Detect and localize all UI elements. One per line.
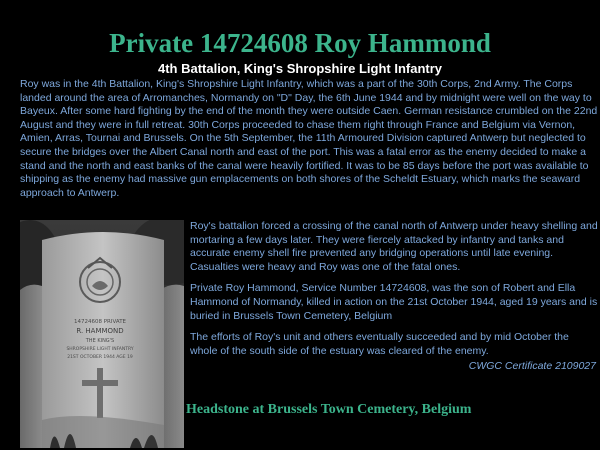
- service-details-paragraph: Private Roy Hammond, Service Number 14724608, was the son of Robert and Ella Hammond of Normandy, killed in action on the 21st October 1944, aged 19 years and is buried in Brussels Town Cemetery, Belgium: [190, 282, 598, 322]
- inscription-line-3: THE KING'S: [85, 338, 115, 344]
- right-text-column: [190, 220, 598, 374]
- estuary-cleared-paragraph: The efforts of Roy's unit and others eventually succeeded and by mid October the whole of the south side of the estuary was cleared of the enemy.: [190, 331, 569, 357]
- headstone-caption: Headstone at Brussels Town Cemetery, Belgium: [186, 402, 472, 417]
- cwgc-certificate: CWGC Certificate 2109027: [468, 360, 596, 373]
- battalion-crossing-paragraph: Roy's battalion forced a crossing of the canal north of Antwerp under heavy shelling and mortaring a few days later. They were fiercely attacked by infantry and tanks and accurate enemy shell fire prevented any bridging operations until late evening. Casualties were heavy and Roy was one of the fatal ones.: [190, 220, 598, 273]
- inscription-line-2: R. HAMMOND: [76, 327, 124, 335]
- intro-paragraph: Roy was in the 4th Battalion, King's Shropshire Light Infantry, which was a part of the 30th Corps, 2nd Army. The Corps landed around the area of Arromanches, Normandy on "D" Day, the 6th June 1944 and by midnight were well on the way to Bayeux. After some hard fighting by the end of the month they were outside Caen. German resistance crumbled on the 22nd August and they were in full retreat. 30th Corps proceeded to chase them right through France and Belgium via Vernon, Amien, Arras, Tournai and Brussels. On the 5th September, the 11th Armoured Division captured Antwerp but neglected to secure the bridges over the Albert Canal north and east of the port. This was a fatal error as the enemy decided to make a stand and the north and east banks of the canal were heavily fortified. It was to be 85 days before the port was available to shipping as the enemy had massive gun emplacements on both shores of the Scheldt Estuary, which marks the seaward approach to Antwerp.: [20, 78, 598, 199]
- inscription-line-4: SHROPSHIRE LIGHT INFANTRY: [66, 347, 134, 352]
- inscription-line-1: 14724608 PRIVATE: [73, 319, 127, 325]
- page-title: Private 14724608 Roy Hammond: [109, 28, 491, 58]
- headstone-photo-image: [20, 220, 184, 448]
- headstone-photo: [20, 220, 184, 448]
- page-subtitle: 4th Battalion, King's Shropshire Light Infantry: [157, 61, 443, 76]
- inscription-line-5: 21ST OCTOBER 1944 AGE 19: [67, 355, 133, 360]
